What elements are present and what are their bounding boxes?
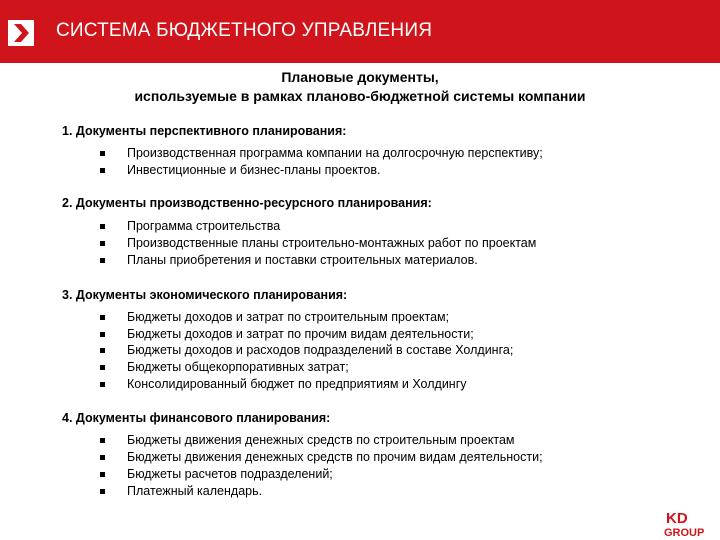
bullet-icon (100, 168, 105, 173)
brand-line-2: GROUP (664, 527, 705, 539)
kd-group-logo (664, 509, 718, 539)
section-heading-1: 1. Документы перспективного планирования: (62, 124, 347, 138)
section-heading-3: 3. Документы экономического планирования: (62, 288, 348, 302)
bullet-icon (100, 489, 105, 494)
bullet-icon (100, 438, 105, 443)
bullet-icon (100, 151, 105, 156)
bullet-icon (100, 241, 105, 246)
header-title: СИСТЕМА БЮДЖЕТНОГО УПРАВЛЕНИЯ (56, 20, 433, 41)
sections-list: 1. Документы перспективного планирования: Производственная программа компании на долгосрочную перспективу; Инвестиционные и бизнес-планы проектов. 2. Документы производственно-ресурсного планирования: Программа строительства Производственные планы строительно-монтажных работ по проектам Планы приобретения и поставки строительных материалов. 3. Документы экономического планирования: Бюджеты доходов и затрат по строительным проектам; Бюджеты доходов и затрат по прочим видам деятельности; Бюджеты доходов и расходов подразделений в составе Холдинга; Бюджеты общекорпоративных затрат; Консолидированный бюджет по предприятиям и Холдингу 4. Документы финансового планирования: Бюджеты движения денежных средств по строительным проектам Бюджеты движения денежных средств по прочим видам деятельности; Бюджеты расчетов подразделений; Платежный календарь. (62, 124, 543, 498)
bullet-icon (100, 455, 105, 460)
bullet-icon (100, 315, 105, 320)
section-heading-4: 4. Документы финансового планирования: (62, 411, 331, 425)
bullet-icon (100, 348, 105, 353)
bullet-icon (100, 472, 105, 477)
bullet-icon (100, 224, 105, 229)
section-heading-2: 2. Документы производственно-ресурсного планирования: (62, 196, 432, 210)
page-title-line-2: используемые в рамках планово-бюджетной системы компании (134, 88, 586, 104)
bullet-icon (100, 332, 105, 337)
bullet-icon (100, 258, 105, 263)
bullet-icon (100, 365, 105, 370)
bullet-icon (100, 382, 105, 387)
brand-line-1: KD (666, 510, 688, 527)
page-title-line-1: Плановые документы, (281, 69, 439, 85)
